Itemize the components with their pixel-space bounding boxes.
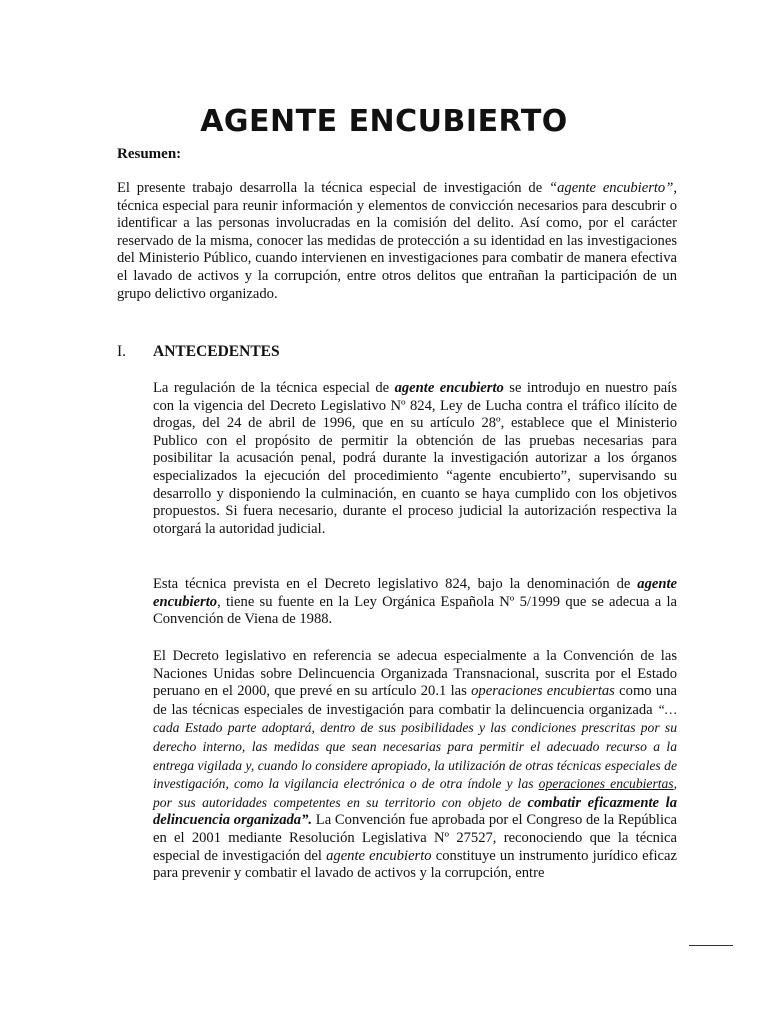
summary-paragraph — [117, 180, 677, 303]
section-number: I. — [117, 343, 127, 360]
paragraph-antecedentes-2 — [153, 576, 677, 629]
p4-quote-1: “… cada Estado parte adoptará, dentro de sus posibilidades y las condiciones prescritas por su derecho interno, las medidas que sean necesarias para permitir el adecuado recurso a la entrega vigilada y, cuando lo considere apropiado, la utilización de otras técnicas especiales de investigación, como la vigilancia electrónica o de otra índole y las — [153, 701, 677, 792]
summary-label: Resumen: — [117, 146, 182, 162]
p4-italic-term-2: agente encubierto — [326, 847, 432, 864]
document-title: AGENTE ENCUBIERTO — [200, 104, 568, 139]
p4-quote-2: , por sus autoridades competentes en su territorio con objeto de — [153, 776, 678, 810]
section-heading — [117, 343, 280, 361]
p3-text-1: Esta técnica prevista en el Decreto legislativo 824, bajo la denominación de — [153, 576, 638, 592]
p4-quote-3: combatir eficazmente la delincuencia organizada”. — [153, 794, 677, 829]
p4-text-4: constituye un instrumento jurídico eficaz para prevenir y combatir el lavado de activos y la corrupción, entre — [153, 847, 677, 882]
p4-text-1: El Decreto legislativo en referencia se adecua especialmente a la Convención de las Naciones Unidas sobre Delincuencia Organizada Transnacional, suscrita por el Estado peruano en el 2000, que prevé en su artículo 20.1 las — [153, 648, 677, 700]
p3-bold-term: agente encubierto — [153, 576, 677, 610]
summary-emphasis: “agente encubierto”, — [548, 180, 677, 196]
p2-text-2: se introdujo en nuestro país con la vigencia del Decreto Legislativo Nº 824, Ley de Lucha contra el tráfico ilícito de drogas, del 24 de abril de 1996, que en su artículo 28º, establece que el Ministerio Publico con el propósito de permitir la obtención de las pruebas necesarias para posibilitar la acusación penal, podrá durante la investigación autorizar a los órganos especializados la ejecución del procedimiento “agente encubierto”, supervisando su desarrollo y disponiendo la culminación, en cuanto se haya cumplido con los objetivos propuestos. Si fuera necesario, durante el proceso judicial la autorización respectiva la otorgará la autoridad judicial. — [153, 380, 678, 537]
summary-text-2: técnica especial para reunir información y elementos de convicción necesarios para descubrir o identificar a las personas involucradas en la comisión del delito. Así como, por el carácter reservado de la misma, conocer las medidas de protección a su identidad en las investigaciones del Ministerio Público, cuando intervienen en investigaciones para combatir de manera efectiva el lavado de activos y la corrupción, entre otros delitos que entrañan la participación de un grupo delictivo organizado. — [117, 197, 677, 302]
section-title: ANTECEDENTES — [153, 343, 280, 360]
p4-text-3: La Convención fue aprobada por el Congreso de la República en el 2001 mediante Resolución Legislativa Nº 27527, reconociendo que la técnica especial de investigación del — [153, 812, 677, 864]
p2-bold-term: agente encubierto — [394, 380, 504, 396]
p4-text-2: como una de las técnicas especiales de investigación para combatir la delincuencia organizada — [153, 683, 677, 718]
p2-text-1: La regulación de la técnica especial de — [153, 380, 395, 396]
paragraph-antecedentes-1 — [153, 380, 677, 538]
p4-italic-term-1: operaciones encubiertas — [471, 683, 615, 700]
p4-quote-underlined: operaciones encubiertas — [538, 776, 674, 792]
footnote-separator — [689, 945, 733, 946]
p3-text-2: , tiene su fuente en la Ley Orgánica Española Nº 5/1999 que se adecua a la Convención de Viena de 1988. — [153, 593, 677, 628]
summary-text-1: El presente trabajo desarrolla la técnica especial de investigación de — [117, 180, 549, 196]
paragraph-antecedentes-3 — [153, 648, 677, 883]
